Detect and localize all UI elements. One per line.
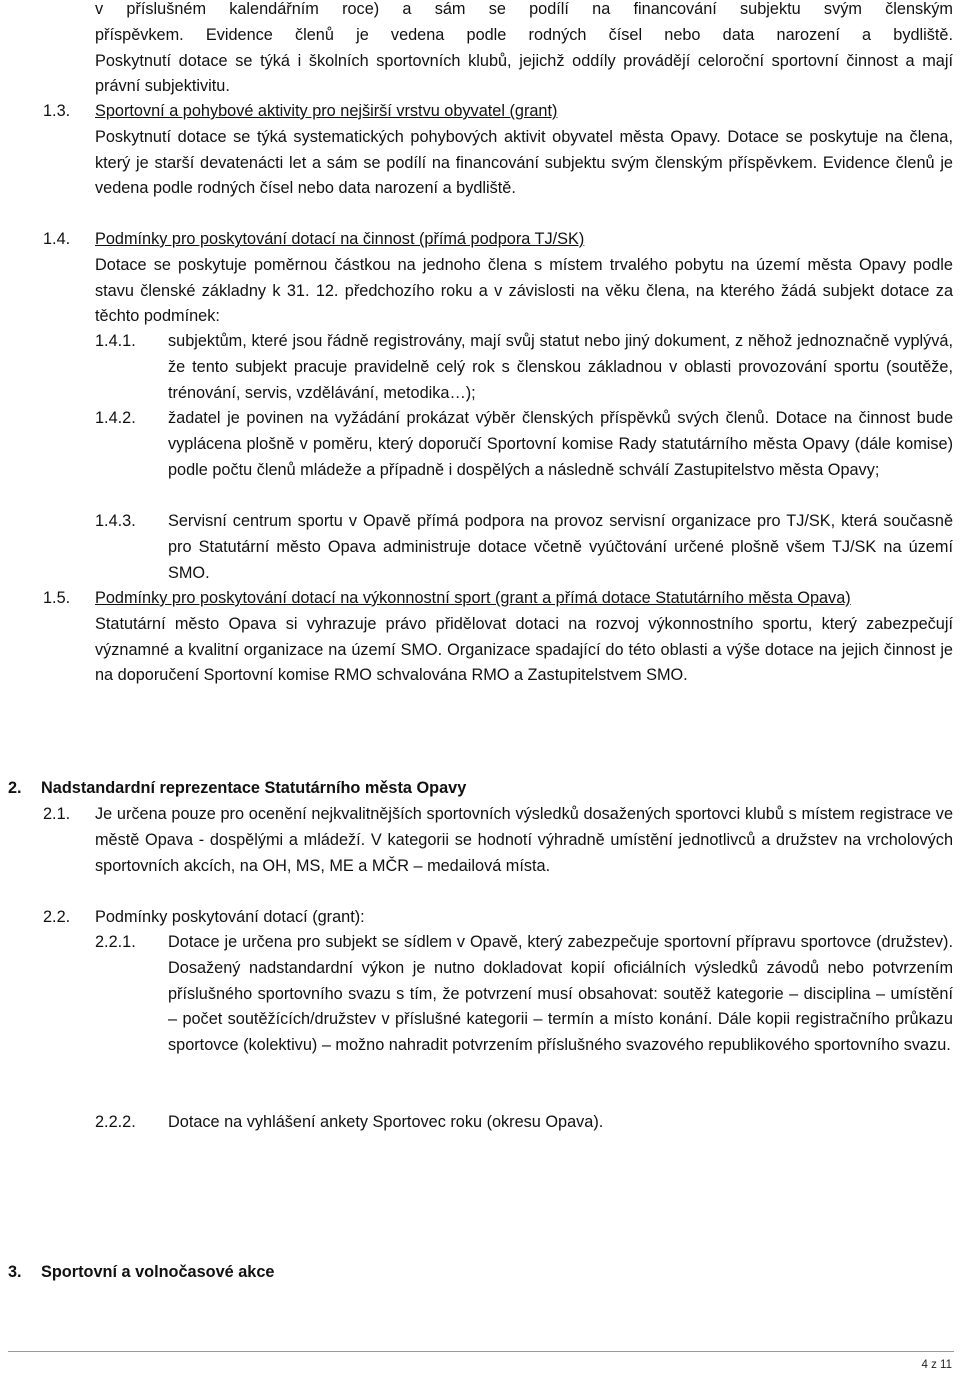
heading-title-2: Nadstandardní reprezentace Statutárního města Opavy: [41, 779, 467, 797]
page-number: 4 z 11: [921, 1359, 952, 1371]
heading-2: [8, 776, 466, 802]
section-2-2: Podmínky poskytování dotací (grant):: [95, 908, 365, 926]
section-1-5: [95, 586, 953, 689]
item-number-1-4-3: 1.4.3.: [95, 512, 136, 530]
section-title-1-4: Podmínky pro poskytování dotací na činnost (přímá podpora TJ/SK): [95, 230, 585, 248]
section-title-1-3: Sportovní a pohybové aktivity pro nejširší vrstvu obyvatel (grant): [95, 102, 558, 120]
section-1-4: [95, 227, 953, 330]
footer-divider: [8, 1351, 954, 1352]
item-1-4-3: Servisní centrum sportu v Opavě přímá podpora na provoz servisní organizace pro TJ/SK, která současně pro Statutární město Opava administruje dotace včetně vyúčtování určené plošně všem TJ/SK na území SMO.: [168, 512, 953, 582]
item-2-2-1: Dotace je určena pro subjekt se sídlem v Opavě, který zabezpečuje sportovní přípravu sportovce (družstev). Dosažený nadstandardní výkon je nutno dokladovat kopií oficiálních výsledků závodů nebo potvrzením příslušného sportovního svazu s tím, že potvrzení musí obsahovat: soutěž kategorie – disciplina – umístění – počet soutěžících/družstev v příslušné kategorii – termín a místo konání. Dále kopii registračního průkazu sportovce (kolektivu) – možno nahradit potvrzením příslušného svazového republikového sportovního svazu.: [168, 933, 953, 1055]
item-number-2-2-2: 2.2.2.: [95, 1113, 136, 1131]
section-number-1-3: 1.3.: [43, 102, 71, 120]
item-2-2-2: Dotace na vyhlášení ankety Sportovec roku (okresu Opava).: [168, 1113, 604, 1131]
section-title-1-5: Podmínky pro poskytování dotací na výkonnostní sport (grant a přímá dotace Statutárního města Opava): [95, 589, 851, 607]
section-number-1-5: 1.5.: [43, 589, 71, 607]
heading-number-2: 2.: [8, 779, 22, 797]
heading-title-3: Sportovní a volnočasové akce: [41, 1263, 275, 1281]
intro-line-2: příspěvkem. Evidence členů je vedena podle rodných čísel nebo data narození a bydliště.: [95, 25, 953, 44]
item-number-1-4-2: 1.4.2.: [95, 409, 136, 427]
section-number-2-2: 2.2.: [43, 908, 71, 926]
item-number-2-2-1: 2.2.1.: [95, 933, 136, 951]
section-body-1-5: Statutární město Opava si vyhrazuje právo přidělovat dotaci na rozvoj výkonnostního sportu, který zabezpečují významné a kvalitní organizace na území SMO. Organizace spadající do této oblasti a výše dotace na jejich činnost je na doporučení Sportovní komise RMO schvalována RMO a Zastupitelstvem SMO.: [95, 614, 953, 685]
section-2-1: Je určena pouze pro ocenění nejkvalitnějších sportovních výsledků dosažených sportovci klubů s místem registrace ve městě Opava - dospělými a mládeží. V kategorii se hodnotí výhradně umístění jednotlivců a družstev na vrcholových sportovních akcích, na OH, MS, ME a MČR – medailová místa.: [95, 805, 953, 875]
intro-line-1: v příslušném kalendářním roce) a sám se podílí na financování subjektu svým členským: [95, 0, 953, 18]
item-1-4-2: žadatel je povinen na vyžádání prokázat výběr členských příspěvků svých členů. Dotace na činnost bude vyplácena plošně v poměru, který doporučí Sportovní komise Rady statutárního města Opavy (dále komise) podle počtu členů mládeže a případně i dospělých a následně schválí Zastupitelstvo města Opavy;: [168, 409, 953, 479]
intro-paragraph: [95, 0, 953, 100]
item-number-1-4-1: 1.4.1.: [95, 332, 136, 350]
intro-paragraph-2: Poskytnutí dotace se týká i školních sportovních klubů, jejichž oddíly provádějí celoroční sportovní činnost a mají právní subjektivitu.: [95, 51, 953, 96]
heading-3: [8, 1260, 274, 1286]
section-1-3: [95, 99, 953, 202]
section-number-2-1: 2.1.: [43, 805, 71, 823]
section-number-1-4: 1.4.: [43, 230, 71, 248]
section-body-1-4: Dotace se poskytuje poměrnou částkou na jednoho člena s místem trvalého pobytu na území města Opavy podle stavu členské základny k 31. 12. předchozího roku a v závislosti na věku člena, na kterého žádá subjekt dotace za těchto podmínek:: [95, 255, 953, 326]
item-1-4-1: subjektům, které jsou řádně registrovány, mají svůj statut nebo jiný dokument, z něhož jednoznačně vyplývá, že tento subjekt pracuje pravidelně celý rok s členskou základnou v oblasti provozování sportu (soutěže, trénování, servis, vzdělávání, metodika…);: [168, 332, 953, 402]
heading-number-3: 3.: [8, 1263, 22, 1281]
section-body-1-3: Poskytnutí dotace se týká systematických pohybových aktivit obyvatel města Opavy. Dotace se poskytuje na člena, který je starší devatenácti let a sám se podílí na financování subjektu svým členským příspěvkem. Evidence členů je vedena podle rodných čísel nebo data narození a bydliště.: [95, 127, 953, 198]
